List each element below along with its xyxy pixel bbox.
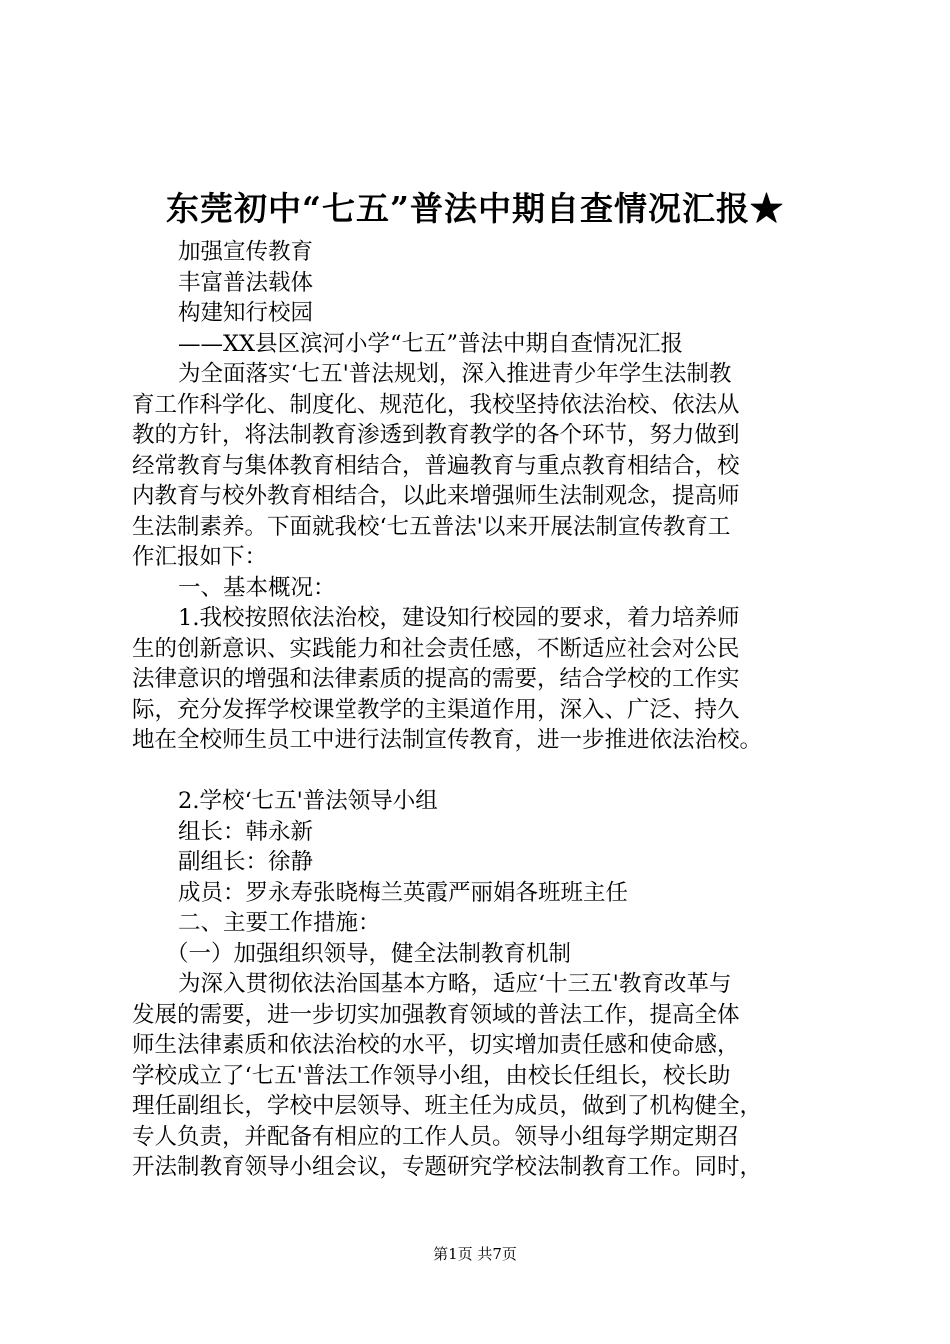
body-line: 副组长：徐静: [178, 849, 314, 875]
body-line: 为全面落实‘七五'普法规划，深入推进青少年学生法制教: [178, 361, 732, 387]
document-title: 东莞初中“七五”普法中期自查情况汇报★: [166, 189, 784, 228]
body-line: 内教育与校外教育相结合，以此来增强师生法制观念，提高师: [132, 483, 740, 509]
body-line: 教的方针，将法制教育渗透到教育教学的各个环节，努力做到: [132, 422, 740, 448]
body-line: 1.我校按照依法治校，建设知行校园的要求，着力培养师: [178, 605, 740, 631]
body-line: 育工作科学化、制度化、规范化，我校坚持依法治校、依法从: [132, 391, 740, 418]
body-line: 加强宣传教育: [178, 239, 314, 265]
body-line: 际，充分发挥学校课堂教学的主渠道作用，深入、广泛、持久: [132, 696, 740, 723]
body-line: 开法制教育领导小组会议，专题研究学校法制教育工作。同时，: [132, 1154, 763, 1180]
body-line: 专人负责，并配备有相应的工作人员。领导小组每学期定期召: [132, 1123, 740, 1150]
body-line: 构建知行校园: [178, 300, 314, 326]
body-line: 法律意识的增强和法律素质的提高的需要，结合学校的工作实: [132, 666, 740, 692]
body-line: ——XX县区滨河小学“七五”普法中期自查情况汇报: [178, 330, 684, 357]
body-line: 组长：韩永新: [178, 818, 314, 845]
body-line: 2.学校‘七五'普法领导小组: [178, 788, 438, 814]
paragraph-gap: [132, 756, 838, 787]
body-line: 作汇报如下：: [132, 544, 268, 570]
body-line: 师生法律素质和依法治校的水平，切实增加责任感和使命感，: [132, 1032, 740, 1058]
body-line: 生法制素养。下面就我校‘七五普法'以来开展法制宣传教育工: [132, 513, 731, 540]
body-line: 成员：罗永寿张晓梅兰英霞严丽娟各班班主任: [178, 879, 629, 906]
body-line: 经常教育与集体教育相结合，普遍教育与重点教育相结合，校: [132, 452, 740, 479]
body-line: 为深入贯彻依法治国基本方略，适应‘十三五'教育改革与: [178, 971, 732, 997]
section-heading: 一、基本概况：: [178, 574, 336, 601]
subsection-heading: （一）加强组织领导，健全法制教育机制: [166, 940, 572, 967]
page-footer: 第1页 共7页: [433, 1245, 517, 1263]
body-line: 地在全校师生员工中进行法制宣传教育，进一步推进依法治校。: [132, 727, 763, 753]
body-line: 学校成立了‘七五'普法工作领导小组，由校长任组长，校长助: [132, 1062, 731, 1089]
document-body: [132, 237, 838, 1183]
body-line: 丰富普法载体: [178, 269, 314, 296]
body-line: 生的创新意识、实践能力和社会责任感，不断适应社会对公民: [132, 635, 740, 662]
body-line: 发展的需要，进一步切实加强教育领域的普法工作，提高全体: [132, 1001, 740, 1028]
section-heading: 二、主要工作措施：: [178, 910, 381, 936]
body-line: 理任副组长，学校中层领导、班主任为成员，做到了机构健全，: [132, 1093, 763, 1119]
